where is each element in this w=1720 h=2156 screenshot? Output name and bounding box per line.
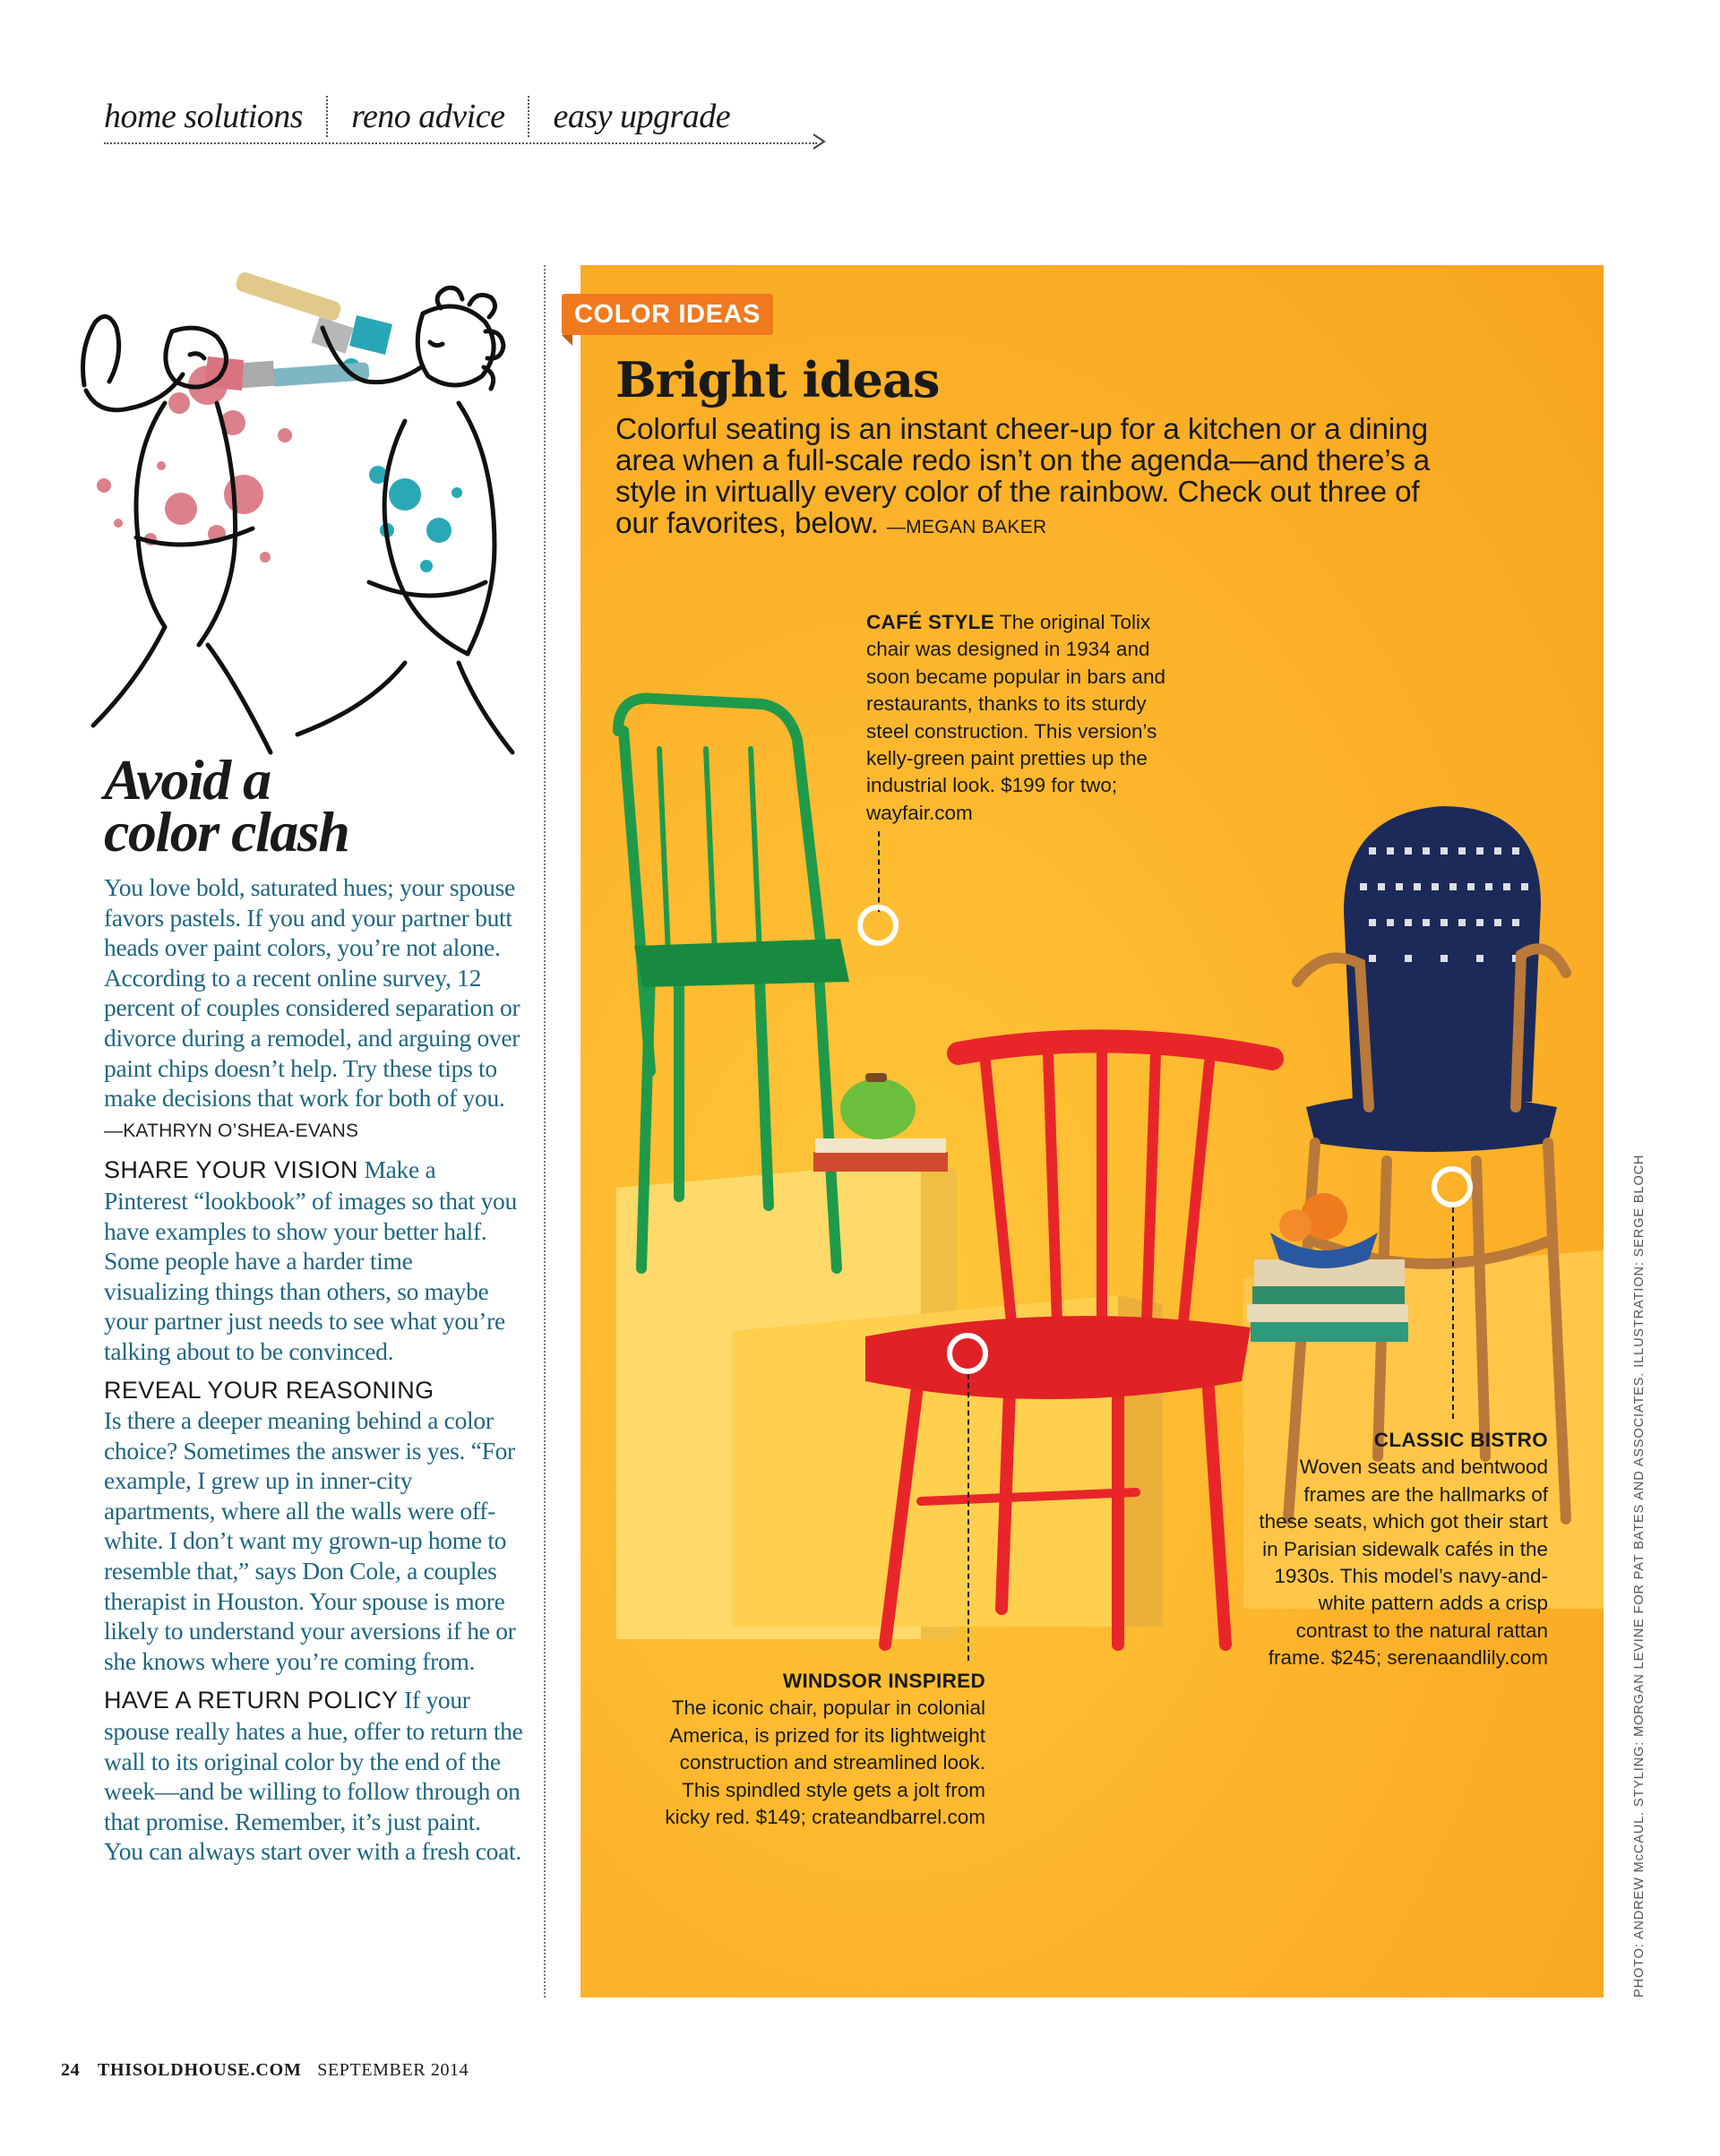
section-badge: COLOR IDEAS bbox=[562, 294, 773, 335]
sidebar-title-line: Avoid a bbox=[104, 748, 271, 812]
nav-item-home-solutions[interactable]: home solutions bbox=[104, 98, 304, 135]
red-chair-seat bbox=[865, 1316, 1251, 1399]
panel-title: Bright ideas bbox=[615, 351, 940, 408]
issue-date: SEPTEMBER 2014 bbox=[317, 2060, 469, 2080]
panel-deck-text: Colorful seating is an instant cheer-up for a kitchen or a dining area when a full-scale redo isn’t on the agenda—and there’s a style in virtually every color of the rainbow. Check out three of our favorites, below. bbox=[615, 413, 1431, 540]
photo-credit: PHOTO: ANDREW McCAUL. STYLING: MORGAN LEVINE FOR PAT BATES AND ASSOCIATES. ILLUSTRATION: SERGE BLOCH bbox=[1632, 1154, 1647, 1997]
panel-deck bbox=[615, 414, 1449, 543]
chevron-right-icon bbox=[810, 132, 830, 151]
tip-heading: SHARE YOUR VISION bbox=[104, 1156, 358, 1184]
section-nav bbox=[104, 93, 838, 152]
couple-paintbrush-illustration bbox=[64, 269, 539, 770]
sidebar-author-credit: —KATHRYN O’SHEA-EVANS bbox=[104, 1120, 359, 1141]
caption-classic-bistro bbox=[1254, 1427, 1548, 1672]
hotspot-ring-cafe[interactable] bbox=[857, 905, 899, 946]
green-chair-seat bbox=[634, 939, 849, 987]
caption-heading: WINDSOR INSPIRED bbox=[782, 1670, 985, 1692]
caption-windsor-inspired bbox=[663, 1668, 985, 1831]
sidebar-title-line: color clash bbox=[104, 800, 349, 863]
tip-body: If your spouse really hates a hue, offer to return the wall to its original color by the end of the week—and be willing to follow through on that promise. Remember, it’s just paint. You can always start over with a fresh coat. bbox=[104, 1686, 523, 1866]
leader-line-bistro bbox=[1452, 1207, 1454, 1419]
tip-heading: HAVE A RETURN POLICY bbox=[104, 1687, 399, 1714]
leader-line-cafe bbox=[878, 831, 880, 912]
nav-dotted-rule bbox=[104, 142, 817, 144]
page-number: 24 bbox=[61, 2060, 81, 2080]
tip-heading: REVEAL YOUR REASONING bbox=[104, 1376, 434, 1404]
magazine-site: THISOLDHOUSE.COM bbox=[97, 2060, 302, 2080]
tip-share-your-vision bbox=[104, 1155, 523, 1366]
tip-reveal-your-reasoning bbox=[104, 1376, 523, 1677]
caption-cafe-style bbox=[866, 609, 1175, 827]
sidebar-intro bbox=[104, 872, 523, 1146]
tip-have-a-return-policy bbox=[104, 1685, 523, 1867]
caption-body: The original Tolix chair was designed in 1934 and soon became popular in bars and restaurants, thanks to its sturdy steel construction. This version’s kelly-green paint pretties up the industrial look. $199 for two; wayfair.com bbox=[866, 611, 1165, 824]
nav-item-reno-advice[interactable]: reno advice bbox=[351, 98, 505, 135]
badge-tail bbox=[562, 335, 572, 346]
nav-separator bbox=[528, 96, 529, 137]
sidebar-intro-text: You love bold, saturated hues; your spouse favors pastels. If you and your partner butt heads over paint colors, you’re not alone. According to a recent online survey, 12 percent of couples considered separation or divorce during a remodel, and arguing over paint chips doesn’t help. Try these tips to make decisions that work for both of you. bbox=[104, 873, 520, 1112]
tip-body: Is there a deeper meaning behind a color choice? Sometimes the answer is yes. “For example, I grew up in inner-city apartments, where all the walls were off-white. I don’t want my grown-up home to resemble that,” says Don Cole, a couples therapist in Houston. Your spouse is more likely to understand your aversions if he or she knows where you’re coming from. bbox=[104, 1406, 516, 1675]
column-divider bbox=[544, 265, 546, 1997]
nav-separator bbox=[326, 96, 328, 137]
hotspot-ring-bistro[interactable] bbox=[1432, 1166, 1473, 1207]
tip-body: Make a Pinterest “lookbook” of images so that you have examples to show your better half. Some people have a harder time visualizing things than others, so maybe your partner just needs to see what you’re talking about to be convinced. bbox=[104, 1155, 517, 1365]
leader-line-windsor bbox=[968, 1374, 969, 1661]
sidebar-title bbox=[104, 748, 516, 863]
caption-body: Woven seats and bentwood frames are the hallmarks of these seats, which got their start in Parisian sidewalk cafés in the 1930s. This model’s navy-and-white pattern adds a crisp contrast to the natural rattan frame. $245; serenaandlily.com bbox=[1259, 1456, 1548, 1670]
sidebar-article bbox=[104, 872, 523, 1876]
nav-item-easy-upgrade[interactable]: easy upgrade bbox=[553, 98, 731, 135]
caption-body: The iconic chair, popular in colonial America, is prized for its lightweight construction and streamlined look. This spindled style gets a jolt from kicky red. $149; crateandbarrel.com bbox=[665, 1696, 985, 1829]
hotspot-ring-windsor[interactable] bbox=[947, 1333, 988, 1374]
caption-heading: CLASSIC BISTRO bbox=[1373, 1429, 1548, 1451]
panel-byline: —MEGAN BAKER bbox=[886, 517, 1047, 537]
caption-heading: CAFÉ STYLE bbox=[866, 611, 995, 633]
page-folio bbox=[61, 2060, 469, 2081]
